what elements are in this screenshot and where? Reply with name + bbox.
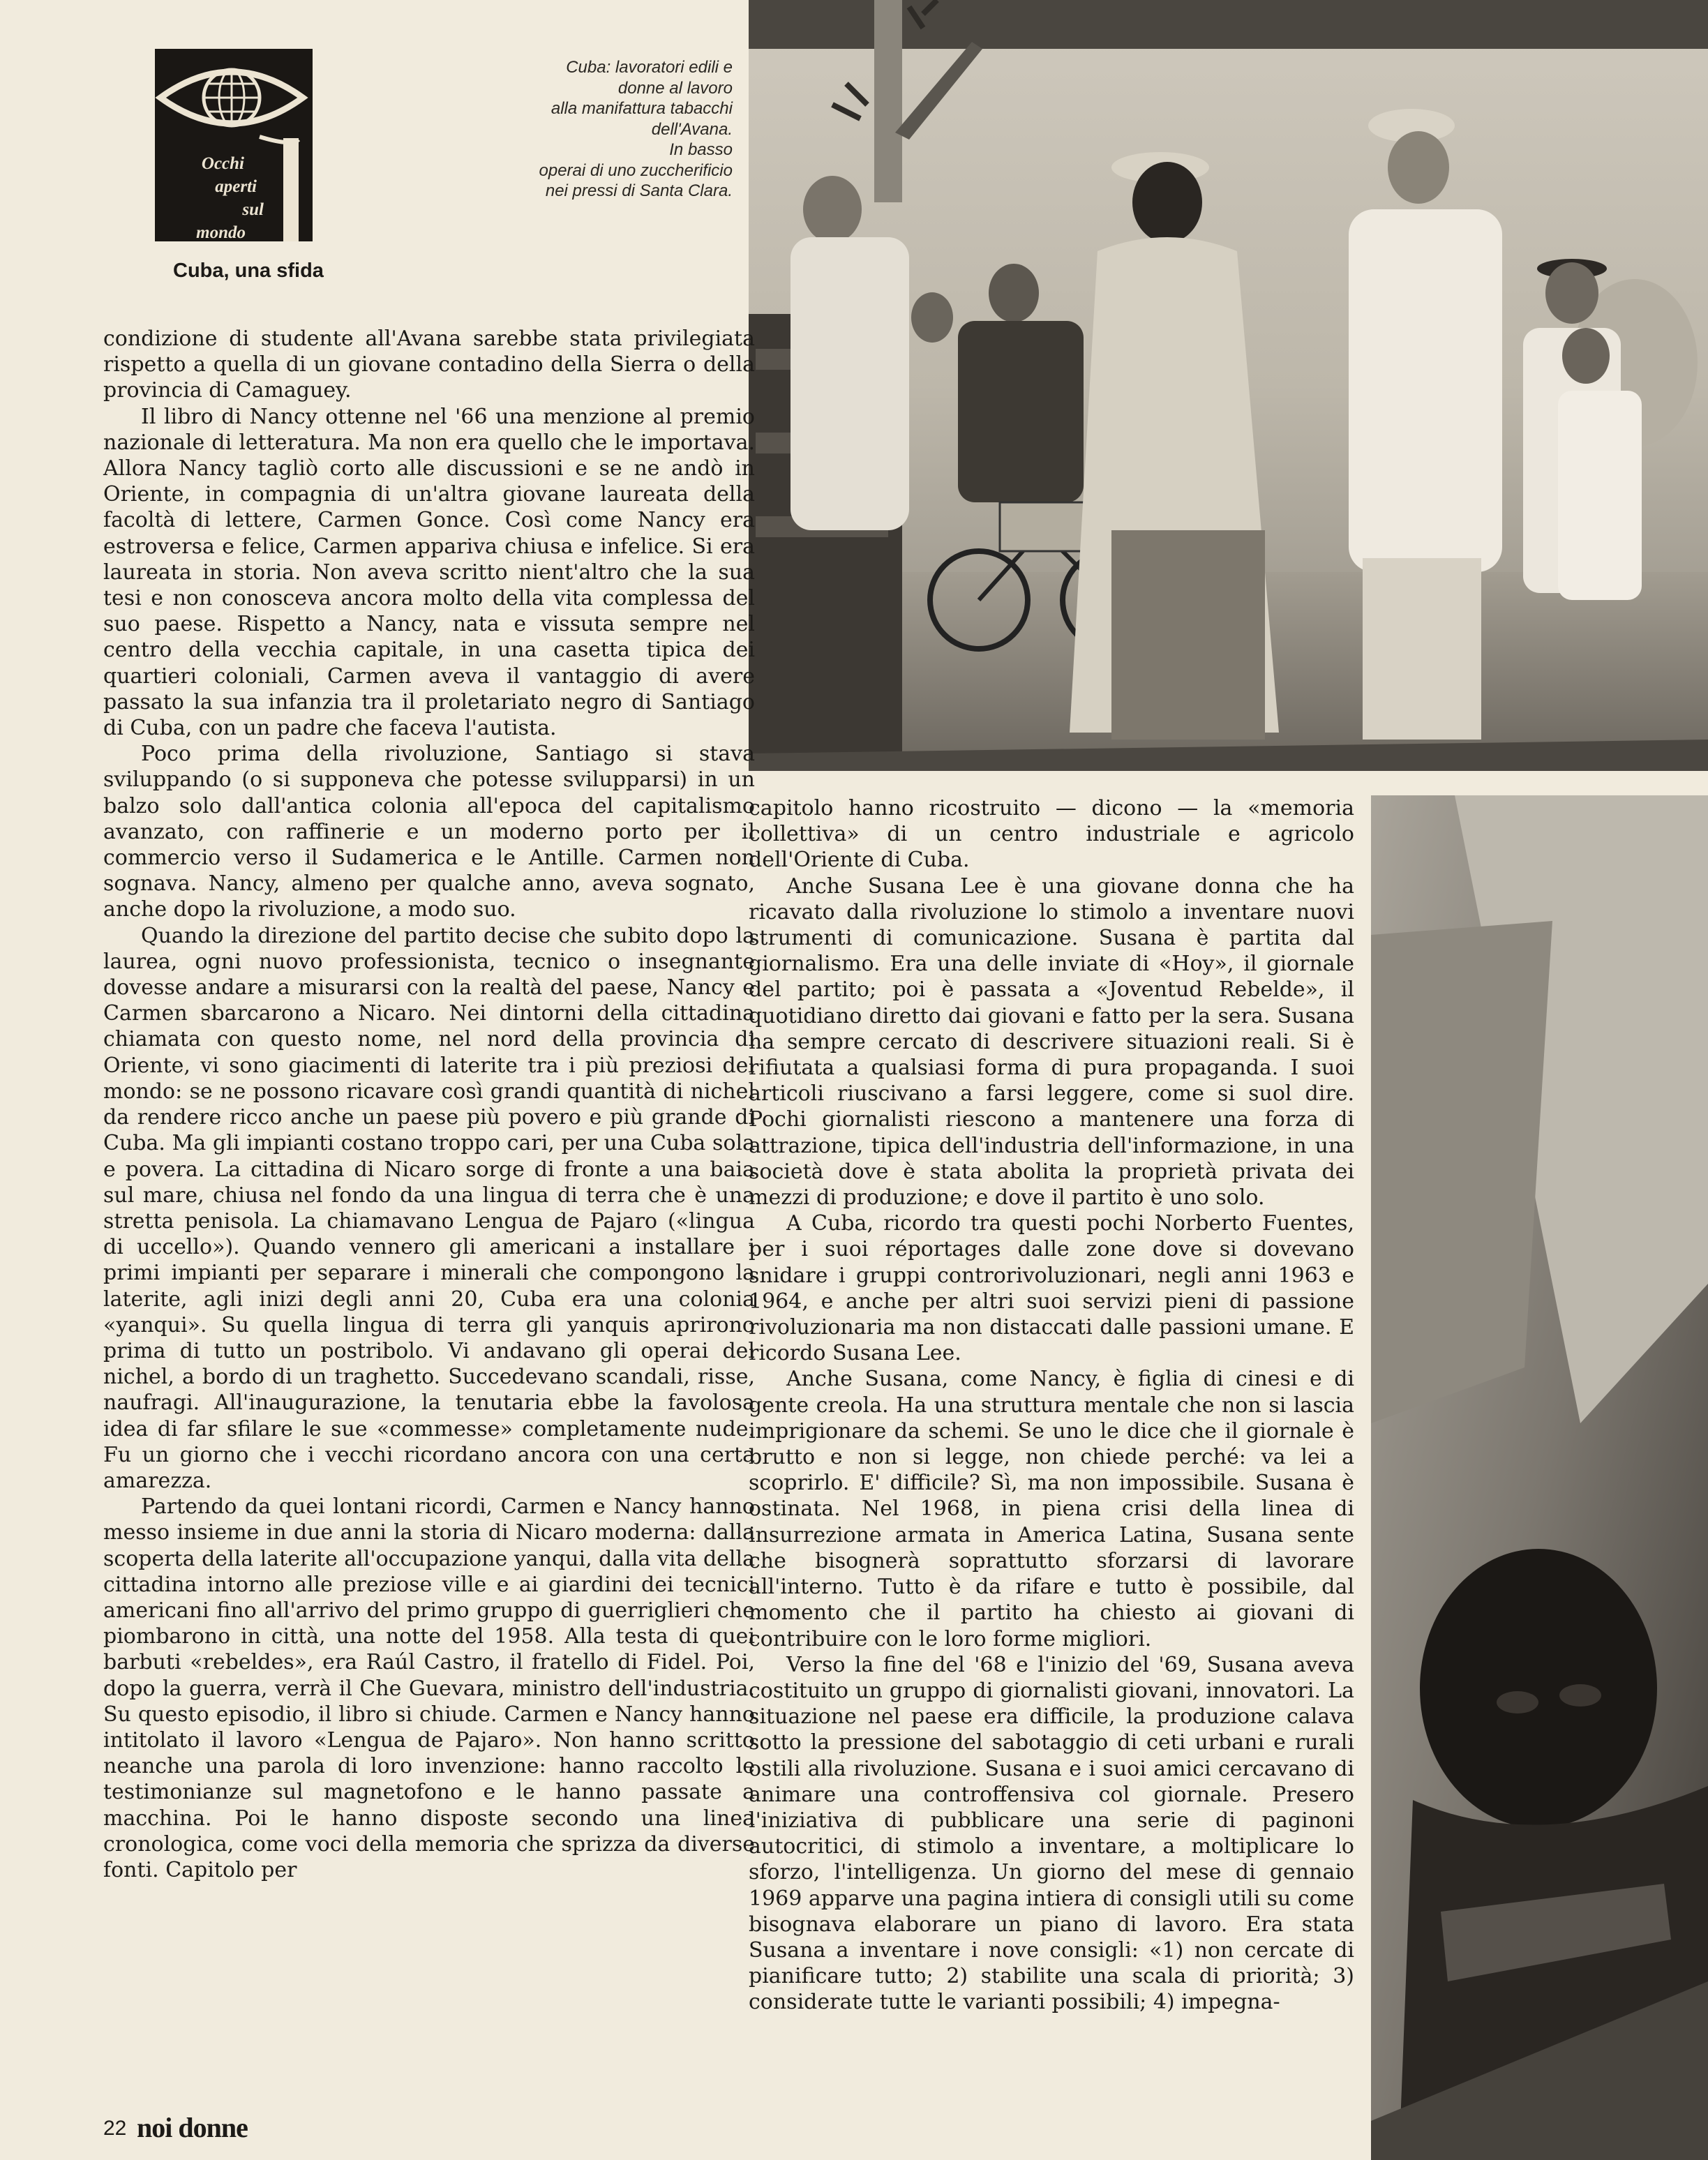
caption-line: donne al lavoro — [617, 78, 733, 98]
caption-line: In basso — [669, 140, 733, 159]
logo-caption — [159, 152, 278, 241]
caption-line: dell'Avana. — [651, 119, 733, 139]
section-title: Cuba, una sfida — [173, 260, 324, 282]
paragraph: capitolo hanno ricostruito — dicono — la «memoria collettiva» di un centro industriale e agricolo dell'Oriente di Cuba. — [749, 796, 1354, 873]
magazine-column-logo — [155, 49, 313, 241]
magazine-brand: noi donne — [137, 2112, 248, 2143]
logo-line: sul — [242, 200, 264, 219]
paragraph: A Cuba, ricordo tra questi pochi Norberto Fuentes, per i suoi réportages dalle zone dove si dovevano snidare i gruppi controrivoluzionari, negli anni 1963 e 1964, e anche per altri suoi servizi pieni di passione rivoluzionaria ma non distaccati dalle passioni umane. E ricordo Susana Lee. — [749, 1211, 1354, 1366]
paragraph: Quando la direzione del partito decise che subito dopo la laurea, ogni nuovo professionista, tecnico o insegnante dovesse andare a misurarsi con la realtà del paese, Nancy e Carmen sbarcarono a Nicaro. Nei dintorni della cittadina chiamata con questo nome, nel nord della provincia di Oriente, vi sono giacimenti di laterite tra i più preziosi del mondo: se ne possono ricavare così grandi quantità di nichel da rendere ricco anche un paese più povero e più grande di Cuba. Ma gli impianti costano troppo cari, per una Cuba sola e povera. La cittadina di Nicaro sorge di fronte a una baia sul mare, chiusa nel fondo da una lingua di terra che è una stretta penisola. La chiamavano Lengua de Pajaro («lingua di uccello»). Quando vennero gli americani a installare i primi impianti per separare i minerali che compongono la laterite, agli inizi degli anni 20, Cuba era una colonia «yanqui». Su quella lingua di terra gli yanquis aprirono prima di tutto un postribolo. Vi andavano gli operai del nichel, a bordo di un traghetto. Succedevano scandali, risse, naufragi. All'inaugurazione, la tenutaria ebbe la favolosa idea di far sfilare le sue «commesse» completamente nude. Fu un giorno che i vecchi ricordano ancora con una certa amarezza. — [103, 923, 755, 1493]
article-column-left — [103, 326, 755, 1883]
photo-worker-illustration — [1371, 795, 1708, 2160]
photo-caption — [426, 57, 733, 202]
paragraph: Anche Susana Lee è una giovane donna che ha ricavato dalla rivoluzione lo stimolo a inventare nuovi strumenti di comunicazione. Susana è partita dal giornalismo. Era una delle inviate di «Hoy», il giornale del partito; poi è passata a «Joventud Rebelde», il quotidiano diretto dai giovani e fatto per la sera. Susana ha sempre cercato di descrivere situazioni reali. Si è rifiutata a qualsiasi forma di pura propaganda. I suoi articoli riuscivano a farsi leggere, come si suol dire. Pochi giornalisti riescono a mantenere una forza di attrazione, tipica dell'industria dell'informazione, in una società dove è stata abolita la proprietà privata dei mezzi di produzione; e dove il partito è uno solo. — [749, 873, 1354, 1210]
logo-line: mondo — [196, 223, 246, 241]
logo-line: Occhi — [201, 154, 244, 173]
caption-line: operai di uno zuccherificio — [539, 160, 733, 180]
paragraph: Partendo da quei lontani ricordi, Carmen e Nancy hanno messo insieme in due anni la storia di Nicaro moderna: dalla scoperta della laterite all'occupazione yanqui, dalla vita della cittadina intorno alle preziose ville e ai giardini dei tecnici americani fino all'arrivo del primo gruppo di guerriglieri che piombarono in città, una notte del 1958. Alla testa di quei barbuti «rebeldes», era Raúl Castro, il fratello di Fidel. Poi, dopo la guerra, verrà il Che Guevara, ministro dell'industria. Su questo episodio, il libro si chiude. Carmen e Nancy hanno intitolato il lavoro «Lengua de Pajaro». Non hanno scritto neanche una parola di loro invenzione: hanno raccolto le testimonianze sul magnetofono e le hanno passate a macchina. Poi le hanno disposte secondo una linea cronologica, come voci della memoria che sprizza da diverse fonti. Capitolo per — [103, 1494, 755, 1882]
page-number: 22 — [103, 2117, 127, 2140]
logo-line: aperti — [215, 177, 257, 196]
caption-line: alla manifattura tabacchi — [550, 99, 733, 118]
photo-workers-illustration — [749, 0, 1708, 771]
paragraph: Il libro di Nancy ottenne nel '66 una menzione al premio nazionale di letteratura. Ma non era quello che le importava. Allora Nancy tagliò corto alle discussioni e se ne andò in Oriente, in compagnia di un'altra giovane laureata della facoltà di lettere, Carmen Gonce. Così come Nancy era estroversa e felice, Carmen appariva chiusa e infelice. Si era laureata in storia. Non aveva scritto nient'altro che la sua tesi e non conosceva ancora molto della vita complessa del suo paese. Rispetto a Nancy, nata e vissuta sempre nel centro della vecchia capitale, in una casetta tipica dei quartieri coloniali, Carmen aveva il vantaggio di avere passato la sua infanzia tra il proletariato negro di Santiago di Cuba, con un padre che faceva l'autista. — [103, 404, 755, 741]
paragraph: Poco prima della rivoluzione, Santiago si stava sviluppando (o si supponeva che potesse svilupparsi) in un balzo solo dall'antica colonia all'epoca del capitalismo avanzato, con raffinerie e un moderno porto per il commercio verso il Sudamerica e le Antille. Carmen non sognava. Nancy, almeno per qualche anno, aveva sognato, anche dopo la rivoluzione, a modo suo. — [103, 742, 755, 922]
article-column-right — [749, 795, 1354, 2016]
paragraph: condizione di studente all'Avana sarebbe stata privilegiata rispetto a quella di un giovane contadino della Sierra o della provincia di Camaguey. — [103, 327, 755, 403]
photo-workers — [749, 0, 1708, 771]
caption-line: nei pressi di Santa Clara. — [545, 181, 733, 200]
paragraph: Anche Susana, come Nancy, è figlia di cinesi e di gente creola. Ha una struttura mentale che non si lascia imprigionare da schemi. Se uno le dice che il giornale è brutto e non si legge, non chiede perché: va lei a scoprirlo. E' difficile? Sì, ma non impossibile. Susana è ostinata. Nel 1968, in piena crisi della linea di insurrezione armata in America Latina, Susana sente che bisognerà soprattutto sforzarsi di lavorare all'interno. Tutto è da rifare e tutto è possibile, dal momento che il partito ha chiesto ai giovani di contribuire con le loro forme migliori. — [749, 1367, 1354, 1651]
caption-line: Cuba: lavoratori edili e — [566, 58, 733, 77]
paragraph: Verso la fine del '68 e l'inizio del '69, Susana aveva costituito un gruppo di giornalisti giovani, innovatori. La situazione nel paese era difficile, la produzione calava sotto la pressione del sabotaggio di ceti urbani e rurali ostili alla rivoluzione. Susana e i suoi amici cercavano di animare una controffensiva col giornale. Presero l'iniziativa di pubblicare una serie di paginoni autocritici, di stimolo a inventare, a moltiplicare lo sforzo, l'intelligenza. Un giorno del mese di gennaio 1969 apparve una pagina intiera di consigli utili su come bisognava elaborare un piano di lavoro. Era stata Susana a inventare i nove consigli: «1) non cercate di pianificare tutto; 2) stabilite una scala di priorità; 3) considerate tutte le varianti possibili; 4) impegna- — [749, 1652, 1354, 2015]
photo-sugar-mill-worker — [1371, 795, 1708, 2160]
